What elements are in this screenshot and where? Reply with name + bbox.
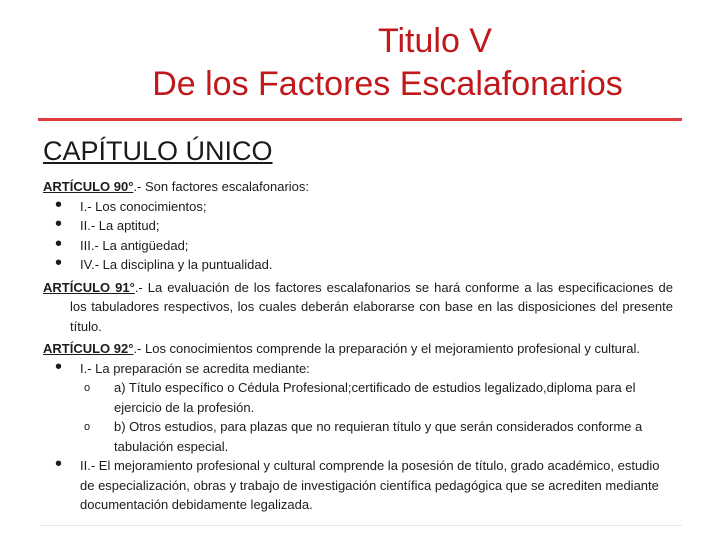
article-90-heading: ARTÍCULO 90°: [43, 179, 134, 194]
bullet-icon: •: [55, 355, 63, 378]
slide-body: [43, 177, 673, 515]
sub-list-item: [80, 417, 673, 456]
bullet-icon: •: [55, 213, 63, 235]
bullet-icon: •: [55, 453, 63, 475]
article-91-heading: ARTÍCULO 91°: [43, 279, 135, 295]
list-item: [43, 193, 673, 217]
article-90: [43, 177, 673, 197]
sub-list-item-text: a) Título específico o Cédula Profesional;certificado de estudios legalizado,diploma para el ejercicio de la profesión.: [114, 380, 636, 415]
list-item-text: II.- La aptitud;: [80, 218, 160, 233]
article-92-heading: ARTÍCULO 92°: [43, 341, 134, 356]
circle-bullet-icon: o: [84, 382, 91, 394]
circle-bullet-icon: o: [84, 421, 91, 433]
article-92-text: .- Los conocimientos comprende la preparación y el mejoramiento profesional y cultural.: [133, 341, 640, 356]
bullet-icon: •: [55, 193, 63, 216]
article-90-list: [43, 193, 673, 275]
article-91: [43, 278, 673, 337]
title-line-1: Titulo V: [377, 22, 492, 60]
list-item-text: III.- La antigüedad;: [80, 237, 189, 253]
article-92: [43, 339, 673, 359]
bottom-divider: [40, 525, 682, 526]
list-item-text: IV.- La disciplina y la puntualidad.: [80, 257, 273, 272]
list-item: [43, 232, 673, 256]
slide-title: [0, 20, 720, 106]
list-item: [43, 213, 673, 236]
bullet-icon: •: [55, 252, 63, 274]
chapter-heading: CAPÍTULO ÚNICO: [43, 136, 273, 166]
list-item: [43, 355, 673, 457]
list-item-text: I.- Los conocimientos;: [80, 198, 207, 214]
list-item-text: II.- El mejoramiento profesional y cultural comprende la posesión de título, grado académico, estudio de especialización, obras y trabajo de investigación científica pedagógica que se acrediten mediante documentación debidamente legalizada.: [80, 458, 660, 512]
article-90-text: .- Son factores escalafonarios:: [133, 179, 310, 194]
article-92-sublist: [80, 378, 673, 456]
list-item: [43, 252, 673, 275]
article-91-text: .- La evaluación de los factores escalafonarios se hará conforme a las especificaciones de los tabuladores respectivos, los cuales deberán elaborarse con base en las disposiciones del presente título.: [70, 279, 673, 334]
title-line-2: De los Factores Escalafonarios: [152, 65, 623, 103]
title-divider: [38, 118, 682, 121]
sub-list-item-text: b) Otros estudios, para plazas que no requieran título y que serán considerados conforme a tabulación especial.: [114, 419, 643, 454]
bullet-icon: •: [55, 232, 63, 255]
article-92-list: [43, 355, 673, 515]
sub-list-item: [80, 378, 673, 417]
list-item-text: I.- La preparación se acredita mediante:: [80, 360, 310, 376]
list-item: [43, 453, 673, 515]
